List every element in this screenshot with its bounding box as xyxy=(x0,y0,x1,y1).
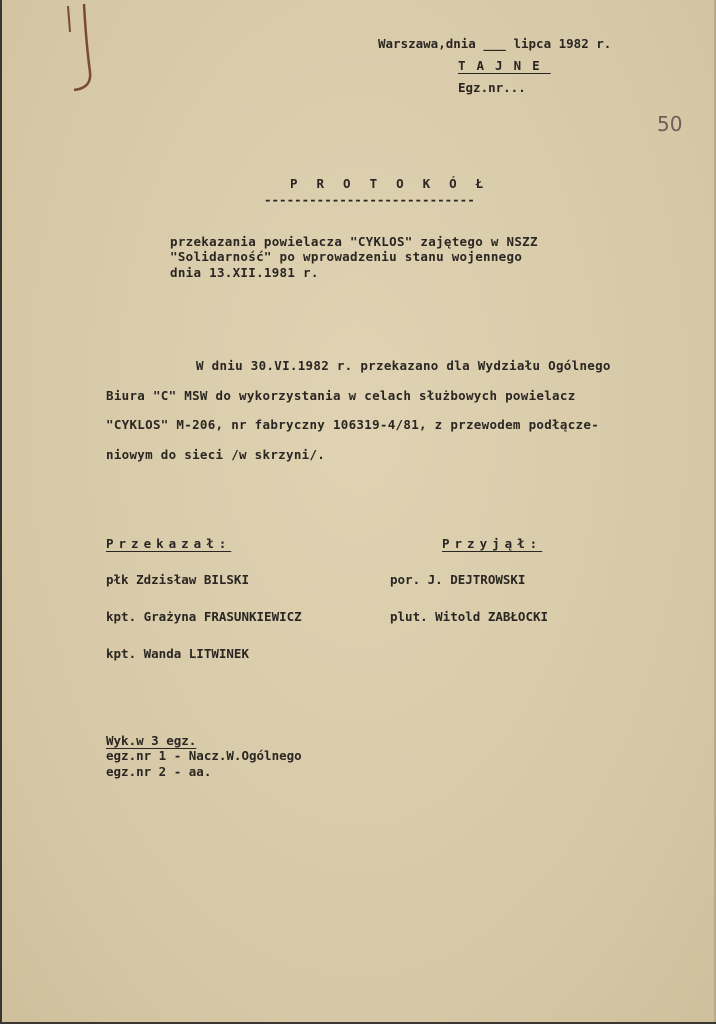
received-name-1: por. J. DEJTROWSKI xyxy=(390,572,526,587)
handed-over-label: Przekazał: xyxy=(106,536,232,551)
title-underline: ---------------------------- xyxy=(264,192,475,207)
distribution-copy-1: egz.nr 1 - Nacz.W.Ogólnego xyxy=(106,748,302,763)
distribution-copy-2: egz.nr 2 - aa. xyxy=(106,764,212,779)
page-number: 50 xyxy=(657,112,683,136)
handed-over-name-1: płk Zdzisław BILSKI xyxy=(106,572,249,587)
pencil-bracket-mark xyxy=(60,2,100,94)
subject-line-1: przekazania powielacza "CYKLOS" zajętego w NSZZ xyxy=(170,234,538,249)
body-line-2: Biura "C" MSW do wykorzystania w celach służbowych powielacz xyxy=(106,388,576,403)
document-page xyxy=(2,0,716,1022)
date-line: Warszawa,dnia ___ lipca 1982 r. xyxy=(378,36,612,51)
classification-stamp: TAJNE xyxy=(458,58,551,73)
received-name-2: plut. Witold ZABŁOCKI xyxy=(390,609,549,624)
handed-over-name-3: kpt. Wanda LITWINEK xyxy=(106,646,249,661)
body-line-4: niowym do sieci /w skrzyni/. xyxy=(106,447,326,462)
body-line-1: W dniu 30.VI.1982 r. przekazano dla Wydziału Ogólnego xyxy=(196,358,611,373)
copy-number: Egz.nr... xyxy=(458,80,526,95)
received-label: Przyjął: xyxy=(442,536,543,551)
distribution-heading: Wyk.w 3 egz. xyxy=(106,733,197,748)
subject-line-2: "Solidarność" po wprowadzeniu stanu wojennego xyxy=(170,249,523,264)
body-line-3: "CYKLOS" M-206, nr fabryczny 106319-4/81, z przewodem podłącze- xyxy=(106,417,600,432)
handed-over-name-2: kpt. Grażyna FRASUNKIEWICZ xyxy=(106,609,302,624)
document-title: PROTOKÓŁ xyxy=(290,176,503,191)
subject-line-3: dnia 13.XII.1981 r. xyxy=(170,265,319,280)
